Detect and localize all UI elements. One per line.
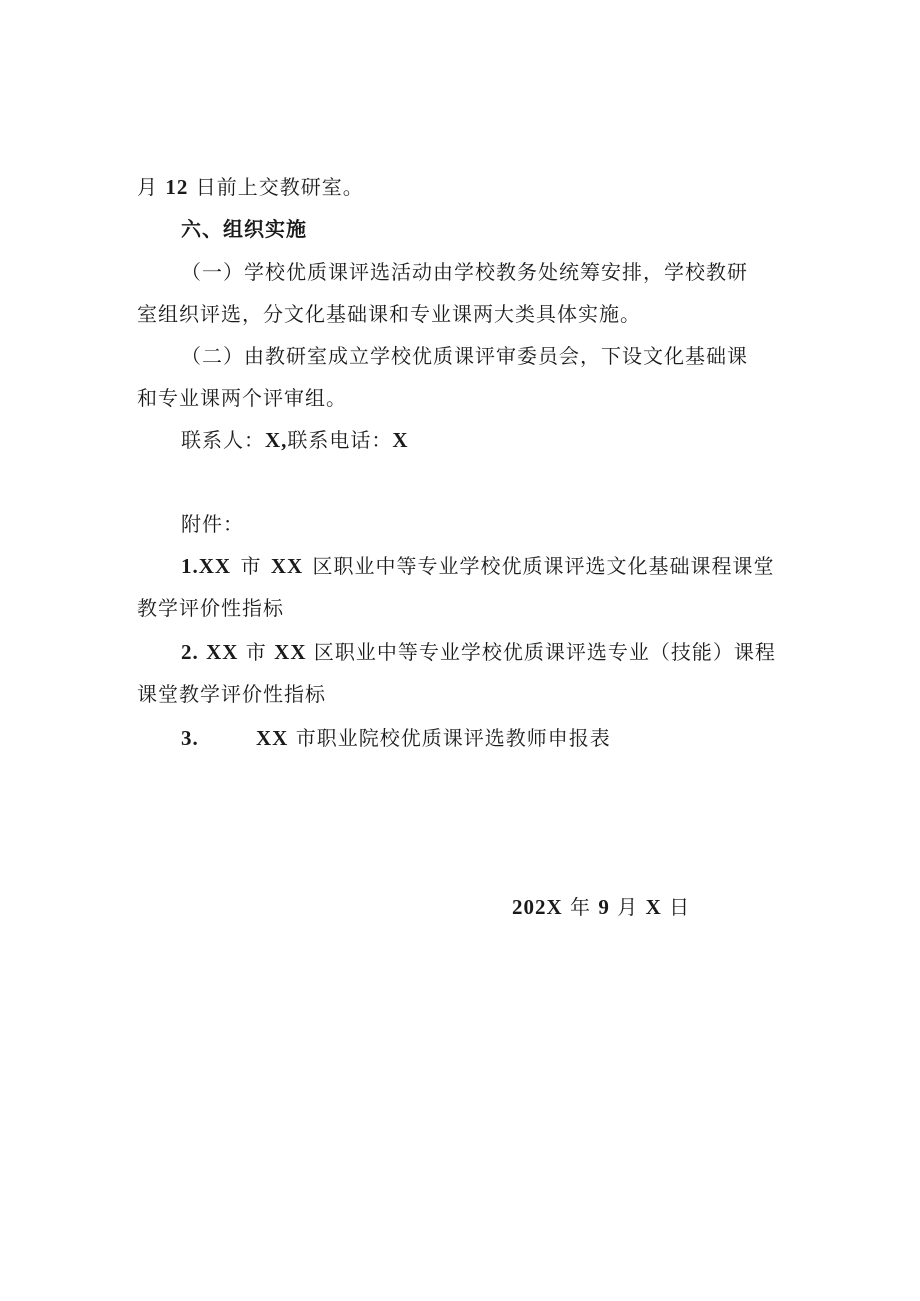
text-segment: XX (274, 640, 307, 664)
text-segment: 区职业中等专业学校优质课评选专业（技能）课程 (306, 640, 776, 664)
text-segment: 市 (238, 640, 275, 664)
attachment-number: 3. (181, 726, 199, 750)
attachment-3-line1 (256, 724, 611, 752)
text-segment: 年 (562, 895, 599, 919)
attachments-label: 附件： (181, 512, 244, 536)
attachment-1-line1 (181, 552, 775, 580)
attachment-2-line1 (181, 638, 776, 666)
attachment-1-line2: 教学评价性指标 (137, 596, 284, 620)
contact-label: 联系人： (181, 428, 265, 452)
text-segment: XX (206, 640, 239, 664)
attachment-2-line2: 课堂教学评价性指标 (137, 682, 326, 706)
contact-line (181, 426, 409, 454)
item2-line1: （二）由教研室成立学校优质课评审委员会，下设文化基础课 (181, 344, 748, 368)
text-segment: 区职业中等专业学校优质课评选文化基础课程课堂 (303, 554, 775, 578)
text-segment: XX (198, 554, 232, 578)
attachment-number: 1. (181, 554, 199, 578)
section-heading: 六、组织实施 (181, 217, 307, 241)
contact-person: X (265, 428, 282, 452)
phone-value: X (392, 428, 409, 452)
text-segment: 日 (661, 895, 691, 919)
item2-line2: 和专业课两个评审组。 (137, 386, 347, 410)
separator: , (281, 428, 288, 452)
phone-label: 联系电话： (287, 428, 393, 452)
number: 12 (165, 175, 189, 199)
text-segment: 月 (609, 895, 646, 919)
text-segment: 月 (137, 175, 166, 199)
text-segment: XX (256, 726, 289, 750)
attachment-3-number (181, 724, 199, 752)
document-date (512, 893, 690, 921)
paragraph-continuation (137, 173, 364, 201)
text-segment: 日前上交教研室。 (188, 175, 364, 199)
date-day: X (645, 895, 662, 919)
text-segment: 市 (231, 554, 271, 578)
date-month: 9 (598, 895, 610, 919)
text-segment: XX (270, 554, 304, 578)
item1-line1: （一）学校优质课评选活动由学校教务处统筹安排，学校教研 (181, 260, 748, 284)
attachment-number: 2. (181, 640, 199, 664)
item1-line2: 室组织评选，分文化基础课和专业课两大类具体实施。 (137, 302, 641, 326)
date-year: 202X (512, 895, 563, 919)
text-segment: 市职业院校优质课评选教师申报表 (288, 726, 611, 750)
